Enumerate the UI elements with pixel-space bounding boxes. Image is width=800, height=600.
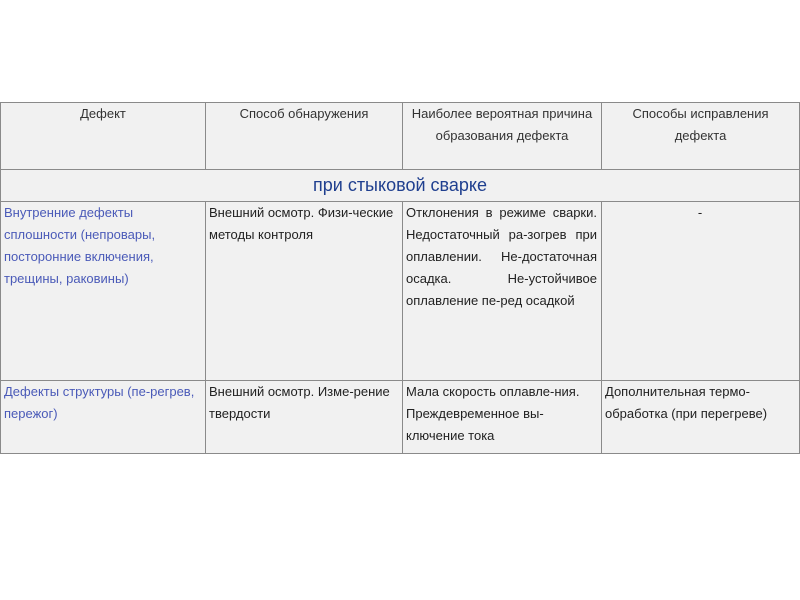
- section-title: при стыковой сварке: [1, 170, 800, 202]
- header-probable-cause: Наиболее вероятная причина образования дефекта: [403, 103, 602, 170]
- header-detection-method: Способ обнаружения: [206, 103, 403, 170]
- header-row: [1, 103, 800, 170]
- detection-cell: Внешний осмотр. Физи-ческие методы контроля: [206, 202, 403, 381]
- table-row: [1, 381, 800, 454]
- fix-cell: Дополнительная термо-обработка (при перегреве): [602, 381, 800, 454]
- cause-cell: Мала скорость оплавле-ния. Преждевременное вы-ключение тока: [403, 381, 602, 454]
- fix-cell: -: [602, 202, 800, 381]
- table-row: [1, 202, 800, 381]
- defect-name-cell: Дефекты структуры (пе-регрев, пережог): [1, 381, 206, 454]
- cause-cell: Отклонения в режиме сварки. Недостаточный ра-зогрев при оплавлении. Не-достаточная осадка. Не-устойчивое оплавление пе-ред осадкой: [403, 202, 602, 381]
- detection-cell: Внешний осмотр. Изме-рение твердости: [206, 381, 403, 454]
- defect-name-cell: Внутренние дефекты сплошности (непровары, посторонние включения, трещины, раковины): [1, 202, 206, 381]
- header-fix-method: Способы исправления дефекта: [602, 103, 800, 170]
- defects-table: [0, 102, 800, 454]
- section-row: [1, 170, 800, 202]
- header-defect: Дефект: [1, 103, 206, 170]
